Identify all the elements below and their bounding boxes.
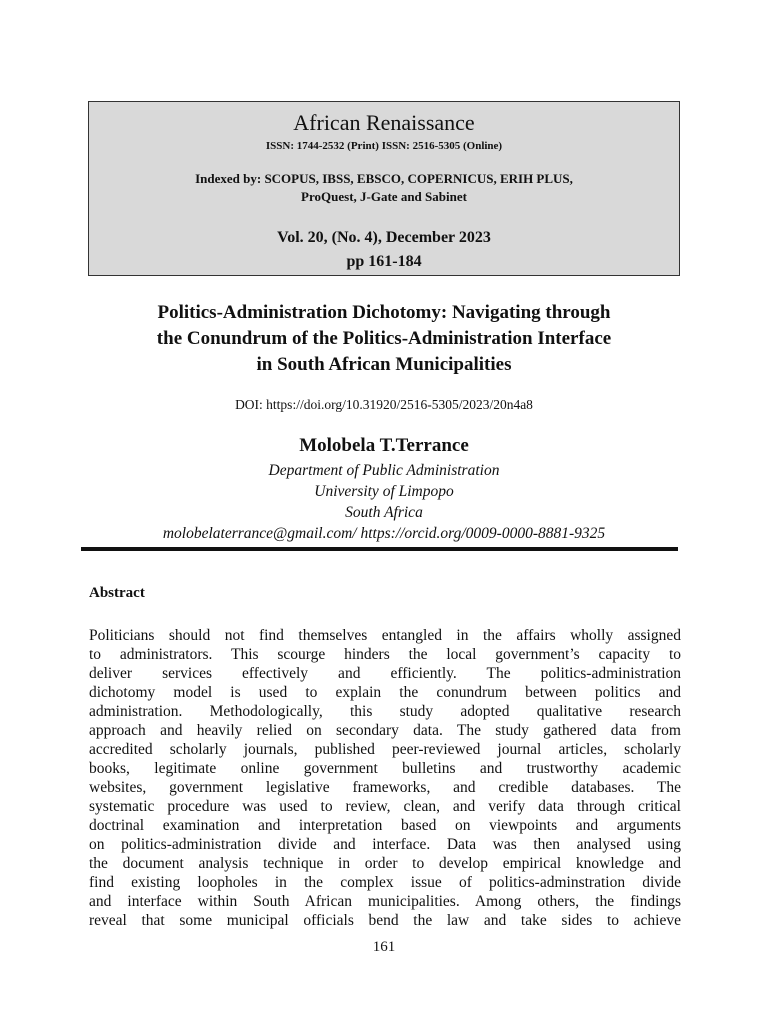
article-title-line-1: Politics-Administration Dichotomy: Navigating through <box>157 302 611 323</box>
abstract-line: Politicians should not find themselves entangled in the affairs wholly assigned <box>89 627 681 644</box>
abstract-body <box>89 626 681 930</box>
abstract-line: approach and heavily relied on secondary data. The study gathered data from <box>89 722 681 739</box>
abstract-line: websites, government legislative frameworks, and credible databases. The <box>89 779 681 796</box>
indexed-line-1: Indexed by: SCOPUS, IBSS, EBSCO, COPERNICUS, ERIH PLUS, <box>195 171 573 186</box>
abstract-heading: Abstract <box>89 585 145 601</box>
journal-issn: ISSN: 1744-2532 (Print) ISSN: 2516-5305 (Online) <box>265 140 503 152</box>
abstract-line: dichotomy model is used to explain the conundrum between politics and <box>89 684 681 701</box>
abstract-line: and interface within South African municipalities. Among others, the findings <box>89 893 681 910</box>
abstract-line: systematic procedure was used to review, clean, and verify data through critical <box>89 798 681 815</box>
abstract-line: find existing loopholes in the complex issue of politics-adminstration divide <box>89 874 681 891</box>
page-number: 161 <box>372 939 396 955</box>
author-contact: molobelaterrance@gmail.com/ https://orcid.org/0009-0000-8881-9325 <box>162 525 606 542</box>
journal-indexing <box>89 170 679 206</box>
abstract-line: to administrators. This scourge hinders the local government’s capacity to <box>89 646 681 663</box>
journal-header-box <box>88 101 680 276</box>
article-title-line-2: the Conundrum of the Politics-Administration Interface <box>156 328 612 349</box>
article-title-line-3: in South African Municipalities <box>256 354 512 375</box>
abstract-line: reveal that some municipal officials bend the law and take sides to achieve <box>89 912 681 929</box>
author-name: Molobela T.Terrance <box>299 435 469 456</box>
abstract-line: books, legitimate online government bulletins and trustworthy academic <box>89 760 681 777</box>
section-divider <box>81 547 678 551</box>
volume-issue: Vol. 20, (No. 4), December 2023 <box>277 229 491 246</box>
abstract-line: doctrinal examination and interpretation based on viewpoints and arguments <box>89 817 681 834</box>
indexed-line-2: ProQuest, J-Gate and Sabinet <box>301 189 467 204</box>
author-university: University of Limpopo <box>314 483 454 500</box>
abstract-line: accredited scholarly journals, published peer-reviewed journal articles, scholarly <box>89 741 681 758</box>
abstract-line: deliver services effectively and efficiently. The politics-administration <box>89 665 681 682</box>
abstract-line: on politics-administration divide and interface. Data was then analysed using <box>89 836 681 853</box>
author-department: Department of Public Administration <box>268 462 500 479</box>
abstract-line: the document analysis technique in order to develop empirical knowledge and <box>89 855 681 872</box>
journal-volume-info <box>89 226 679 274</box>
author-country: South Africa <box>345 504 423 521</box>
journal-title: African Renaissance <box>293 110 475 135</box>
article-doi: DOI: https://doi.org/10.31920/2516-5305/2023/20n4a8 <box>235 397 533 412</box>
page-range: pp 161-184 <box>346 253 422 270</box>
abstract-line: administration. Methodologically, this study adopted qualitative research <box>89 703 681 720</box>
article-title <box>60 300 708 378</box>
